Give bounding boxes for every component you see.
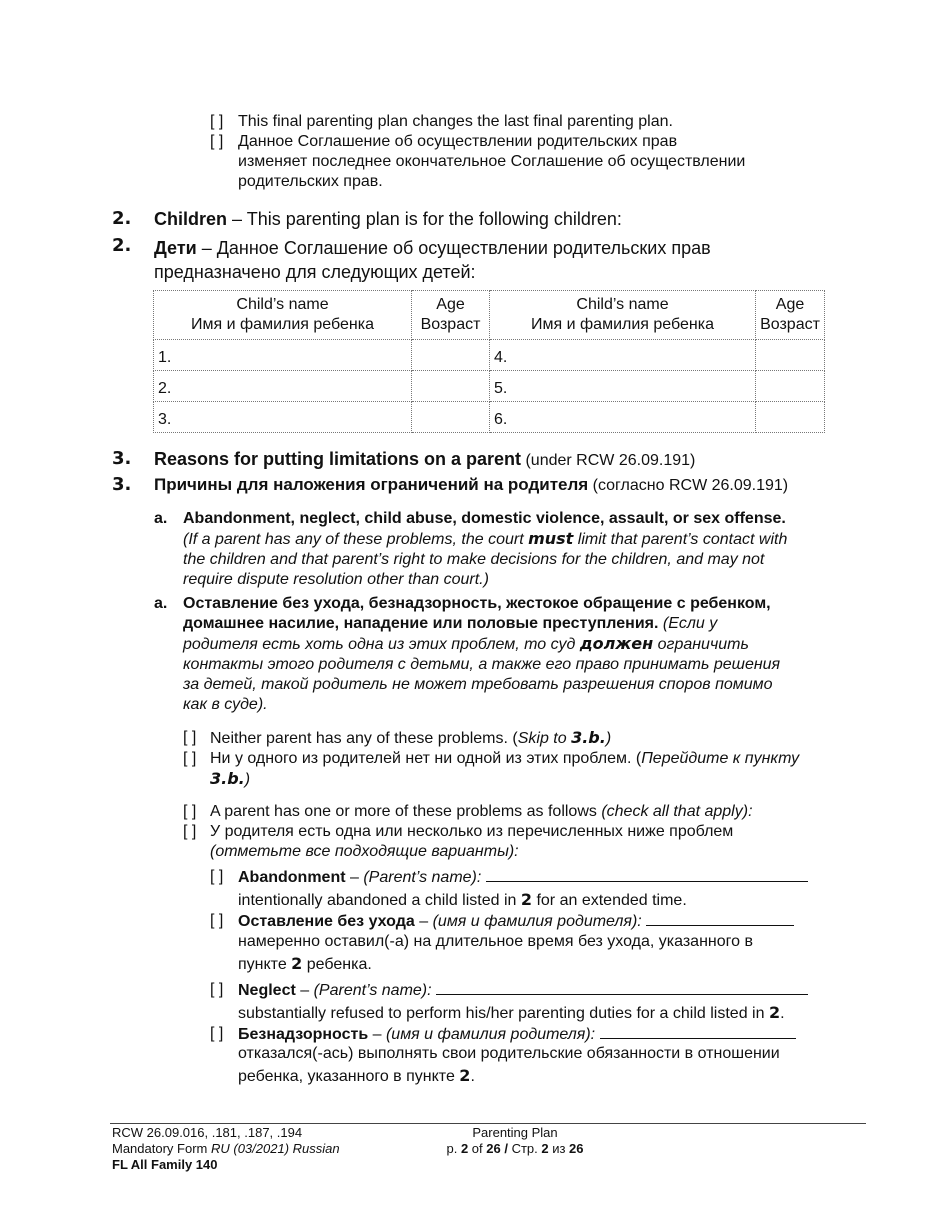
checkbox-parent-has-problems-ru[interactable]: [ ] — [183, 823, 197, 840]
header-child-name-1: Child’s name Имя и фамилия ребенка — [154, 291, 412, 340]
abandonment-en-label: Abandonment – (Parent’s name): — [238, 867, 808, 888]
option-parent-has-problems-en: A parent has one or more of these problems as follows (check all that apply): — [210, 803, 753, 820]
section-2-title-ru: Дети — [154, 238, 197, 258]
checkbox-neither-parent-en[interactable]: [ ] — [183, 729, 197, 746]
section-2-desc-ru-2: предназначено для следующих детей: — [154, 262, 476, 282]
footer-title: Parenting Plan — [472, 1125, 558, 1140]
neglect-ru-desc: отказался(-ась) выполнять свои родительские обязанности в отношении ребенка, указанного в пункте 2. — [238, 1045, 780, 1085]
section-3-title-en: Reasons for putting limitations on a parent — [154, 449, 522, 469]
neglect-en-label: Neglect – (Parent’s name): — [238, 980, 808, 1001]
section-3-rcw-en: (under RCW 26.09.191) — [521, 452, 696, 469]
header-age-1: Age Возраст — [412, 291, 490, 340]
header-child-name-2: Child’s name Имя и фамилия ребенка — [490, 291, 756, 340]
section-3-title-ru: Причины для наложения ограничений на родителя — [154, 475, 589, 494]
abandonment-ru-desc: намеренно оставил(-а) на длительное время без ухода, указанного в пункте 2 ребенка. — [238, 933, 753, 973]
checkbox-abandonment-ru[interactable]: [ ] — [210, 912, 224, 929]
abandonment-ru-label: Оставление без ухода – (имя и фамилия родителя): — [238, 911, 794, 932]
subsection-a-label-en: a. — [154, 510, 168, 527]
child-name-cell-2[interactable]: 2. — [154, 371, 412, 402]
child-name-cell-1[interactable]: 1. — [154, 340, 412, 371]
neglect-en-desc: substantially refused to perform his/her parenting duties for a child listed in 2. — [238, 1003, 785, 1022]
abandonment-ru-parent-name-field[interactable] — [646, 911, 794, 926]
checkbox-neither-parent-ru[interactable]: [ ] — [183, 750, 197, 767]
checkbox-final-plan-changes-en[interactable]: [ ] — [210, 113, 224, 130]
neglect-parent-name-field[interactable] — [436, 980, 808, 995]
section-3-number-en: 3. — [112, 448, 132, 469]
abandonment-en-desc: intentionally abandoned a child listed in 2 for an extended time. — [238, 890, 687, 909]
option-neither-parent-ru: Ни у одного из родителей нет ни одной из этих проблем. (Перейдите к пункту 3.b.) — [210, 750, 800, 788]
option-neither-parent-en: Neither parent has any of these problems. (Skip to 3.b.) — [210, 728, 612, 747]
neglect-ru-label: Безнадзорность – (имя и фамилия родителя): — [238, 1024, 796, 1045]
footer-center — [420, 1125, 610, 1157]
subsection-a-title-en: Abandonment, neglect, child abuse, domestic violence, assault, or sex offense. — [183, 510, 786, 527]
footer-form-id: FL All Family 140 — [112, 1157, 218, 1172]
subsection-a-label-ru: a. — [154, 595, 168, 612]
checkbox-abandonment-en[interactable]: [ ] — [210, 868, 224, 885]
subsection-a-title-ru-1: Оставление без ухода, безнадзорность, жестокое обращение с ребенком, — [183, 595, 771, 612]
section-2-desc-en: – This parenting plan is for the following children: — [227, 209, 622, 229]
child-age-cell-1[interactable] — [412, 340, 490, 371]
subsection-a-ru — [183, 594, 843, 715]
header-age-2: Age Возраст — [756, 291, 825, 340]
neglect-ru-parent-name-field[interactable] — [600, 1024, 796, 1039]
subsection-a-title-ru-2: домашнее насилие, нападение или половые преступления. (Если у — [183, 615, 718, 632]
child-name-cell-4[interactable]: 4. — [490, 340, 756, 371]
footer-rcw: RCW 26.09.016, .181, .187, .194 — [112, 1125, 303, 1140]
section-2-heading-en — [154, 209, 622, 230]
children-table — [153, 290, 825, 433]
section-2-heading-ru — [154, 236, 711, 284]
abandonment-parent-name-field[interactable] — [486, 867, 808, 882]
option-parent-has-problems-ru: У родителя есть одна или несколько из перечисленных ниже проблем (отметьте все подходящие варианты): — [210, 823, 734, 860]
section-2-number-ru: 2. — [112, 235, 132, 256]
child-name-cell-5[interactable]: 5. — [490, 371, 756, 402]
child-age-cell-5[interactable] — [756, 371, 825, 402]
section-3-rcw-ru: (согласно RCW 26.09.191) — [588, 477, 789, 494]
table-row — [154, 371, 825, 402]
option-ru-line-3: родительских прав. — [238, 173, 383, 190]
child-name-cell-6[interactable]: 6. — [490, 402, 756, 433]
subsection-a-en — [183, 509, 843, 590]
section-2-number-en: 2. — [112, 208, 132, 229]
child-age-cell-2[interactable] — [412, 371, 490, 402]
subsection-a-note-ru-5: как в суде). — [183, 696, 268, 713]
footer-divider — [110, 1123, 866, 1124]
table-row — [154, 402, 825, 433]
section-2-title-en: Children — [154, 209, 228, 229]
child-age-cell-3[interactable] — [412, 402, 490, 433]
option-ru-line-1: Данное Соглашение об осуществлении родительских прав — [238, 133, 678, 150]
section-2-desc-ru-1: – Данное Соглашение об осуществлении родительских прав — [196, 238, 711, 258]
option-ru-line-2: изменяет последнее окончательное Соглашение об осуществлении — [238, 153, 746, 170]
footer-page-number: p. 2 of 26 / Стр. 2 из 26 — [446, 1141, 584, 1156]
checkbox-parent-has-problems-en[interactable]: [ ] — [183, 803, 197, 820]
section-3-heading-ru — [154, 475, 788, 495]
subsection-a-note-ru-3: контакты этого родителя с детьми, а также его право принимать решения — [183, 656, 781, 673]
table-row — [154, 340, 825, 371]
option-final-plan-changes-en: This final parenting plan changes the last final parenting plan. — [238, 113, 673, 130]
child-age-cell-6[interactable] — [756, 402, 825, 433]
footer-left — [112, 1125, 340, 1173]
child-name-cell-3[interactable]: 3. — [154, 402, 412, 433]
subsection-a-note-en-3: require dispute resolution other than court.) — [183, 571, 489, 588]
subsection-a-note-ru-2: родителя есть хоть одна из этих проблем, то суд должен ограничить — [183, 634, 749, 653]
checkbox-final-plan-changes-ru[interactable]: [ ] — [210, 133, 224, 150]
footer-mandatory-form: Mandatory Form RU (03/2021) Russian — [112, 1141, 340, 1156]
subsection-a-note-en-2: the children and that parent’s right to make decisions for the children, and may not — [183, 551, 765, 568]
subsection-a-note-en-1: (If a parent has any of these problems, the court must limit that parent’s contact with — [183, 529, 788, 548]
child-age-cell-4[interactable] — [756, 340, 825, 371]
subsection-a-note-ru-4: за детей, такой родитель не может требовать разрешения споров помимо — [183, 676, 773, 693]
checkbox-neglect-en[interactable]: [ ] — [210, 981, 224, 998]
section-3-number-ru: 3. — [112, 474, 132, 495]
option-final-plan-changes-ru — [238, 132, 745, 192]
children-table-header — [154, 291, 825, 340]
section-3-heading-en — [154, 449, 695, 470]
checkbox-neglect-ru[interactable]: [ ] — [210, 1025, 224, 1042]
